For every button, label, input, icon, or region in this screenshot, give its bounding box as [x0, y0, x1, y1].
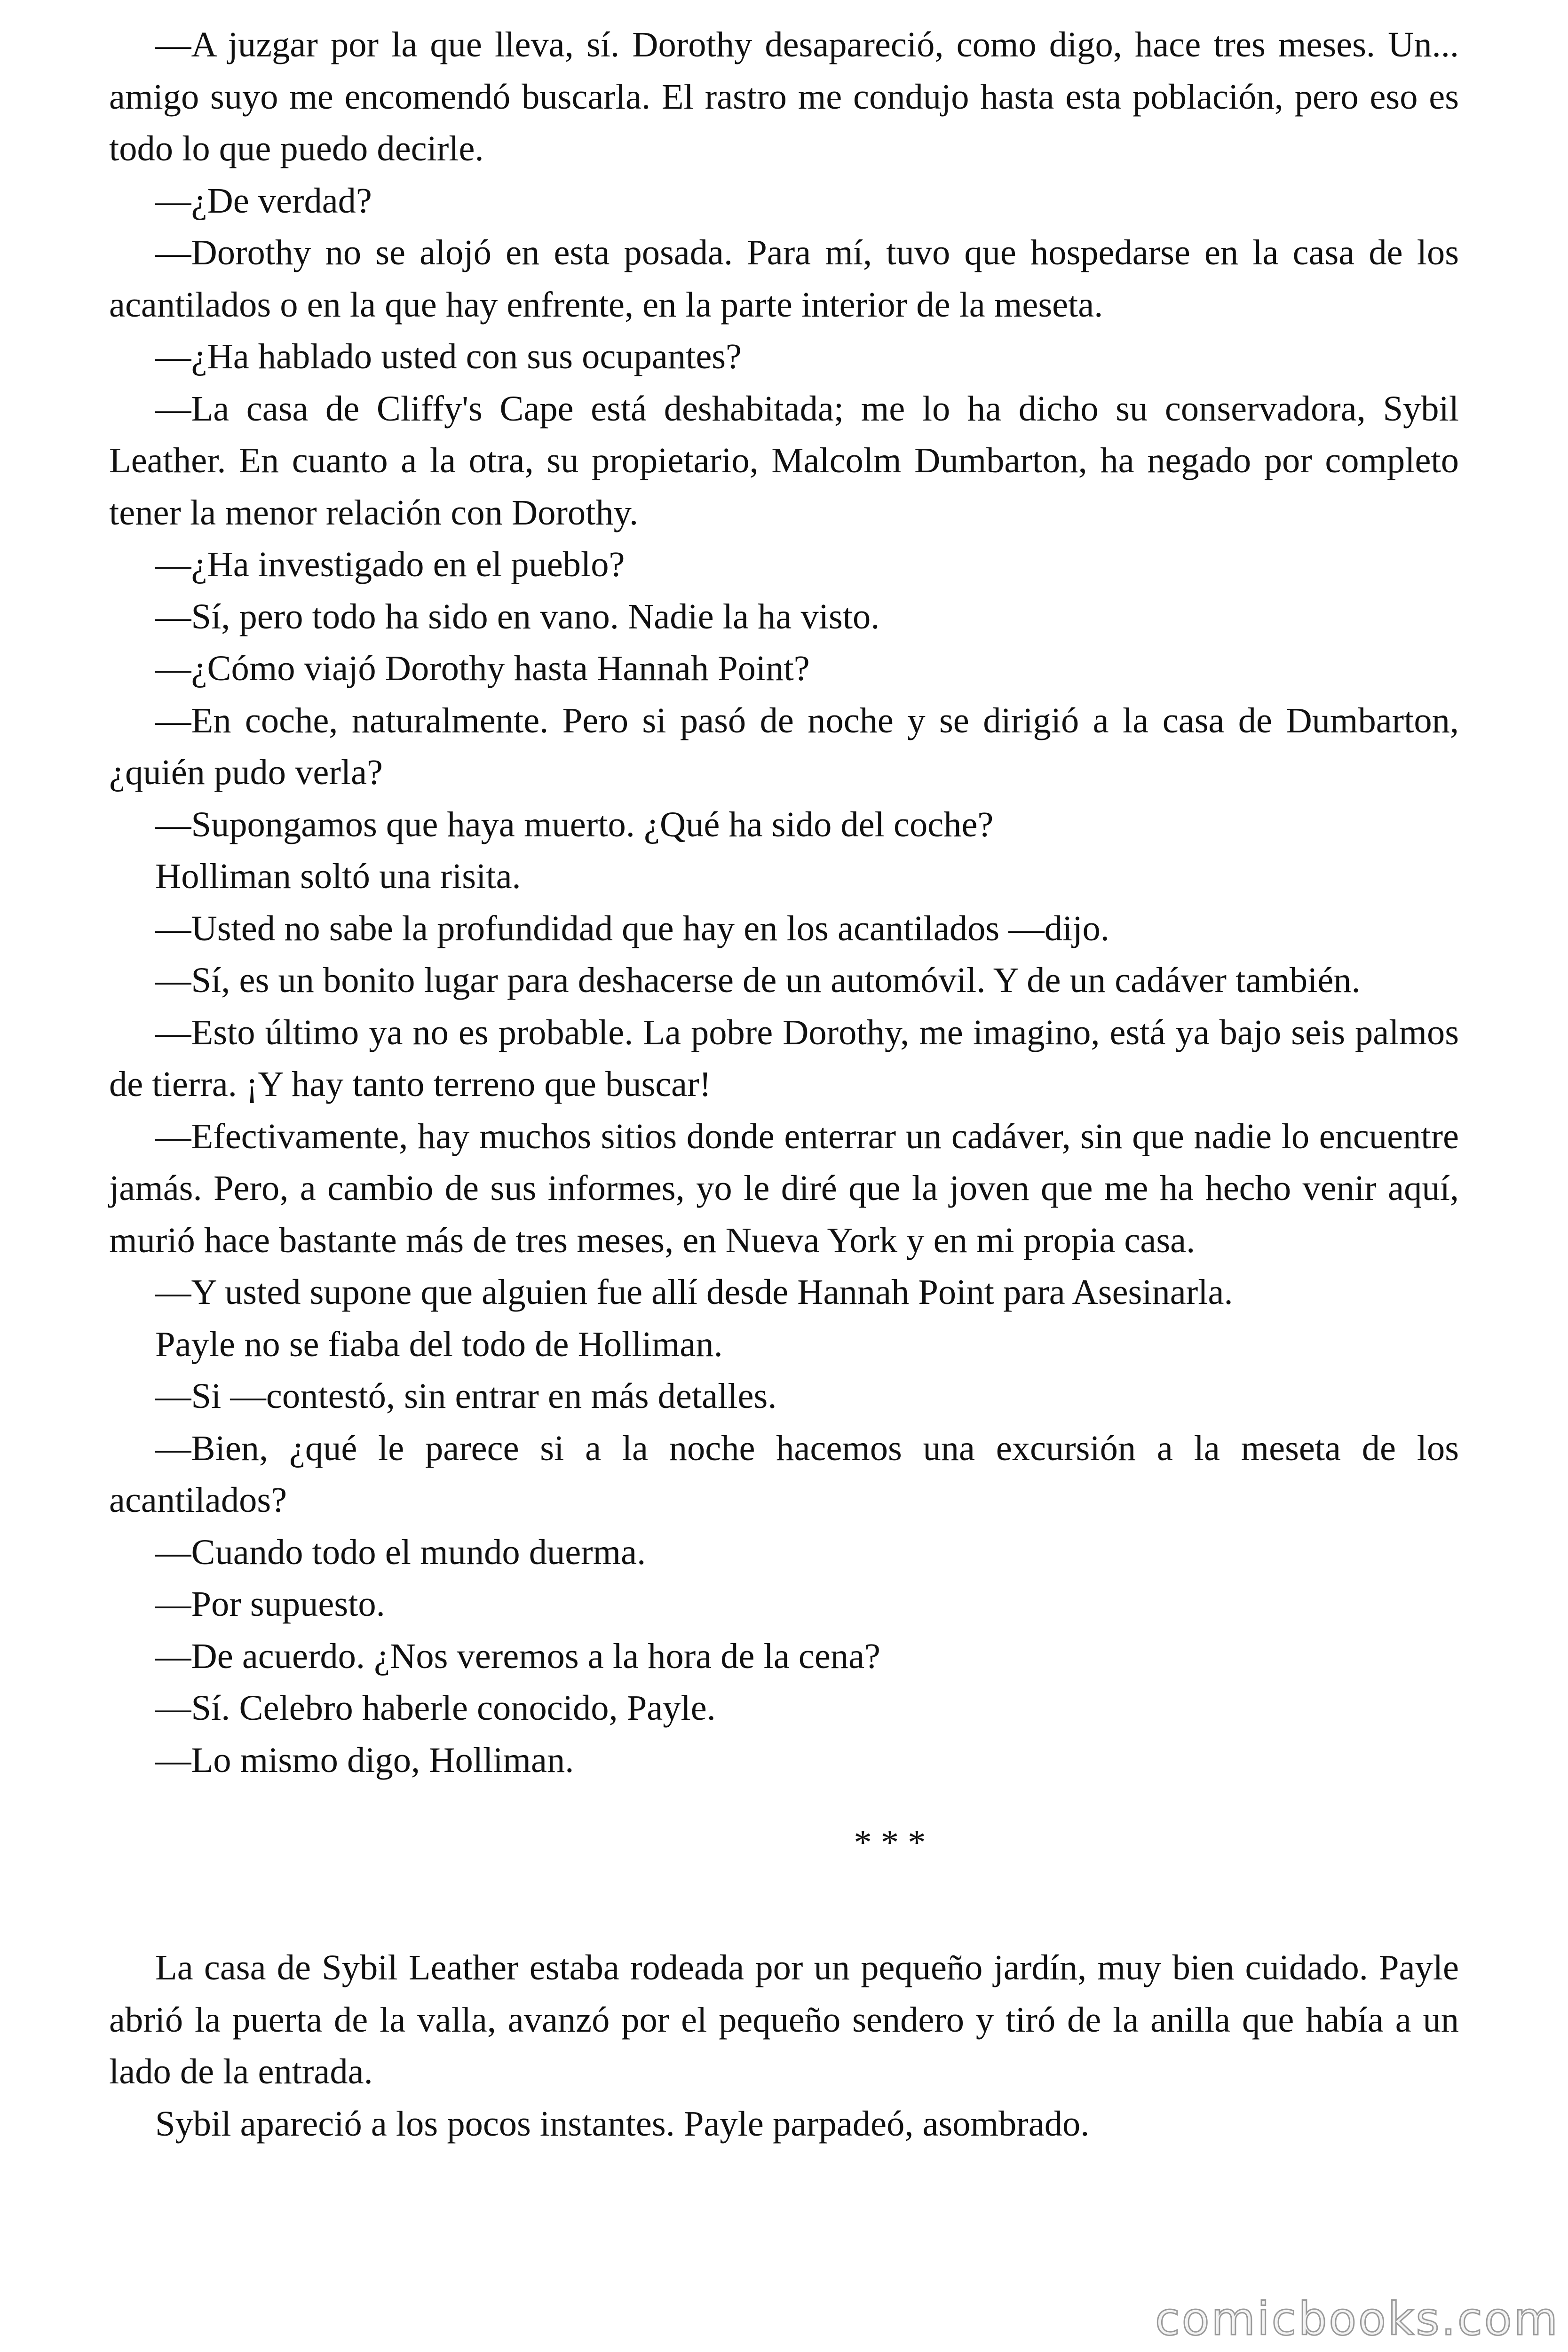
paragraph: —Si —contestó, sin entrar en más detalles. [155, 1376, 777, 1416]
paragraph: —La casa de Cliffy's Cape está deshabitada; me lo ha dicho su conservadora, Sybil Leather. En cuanto a la otra, su propietario, Malcolm Dumbarton, ha negado por completo tener la menor relación con Dorothy. [109, 388, 1459, 532]
paragraph: —Cuando todo el mundo duerma. [155, 1532, 646, 1572]
paragraph: —Efectivamente, hay muchos sitios donde enterrar un cadáver, sin que nadie lo encuentre jamás. Pero, a cambio de sus informes, yo le diré que la joven que me ha hecho venir aquí, murió hace bastante más de tres meses, en Nueva York y en mi propia casa. [109, 1116, 1459, 1260]
paragraph: —¿De verdad? [155, 180, 372, 221]
paragraph: Holliman soltó una risita. [155, 856, 521, 896]
paragraph: —Supongamos que haya muerto. ¿Qué ha sido del coche? [155, 804, 994, 844]
paragraph: —Bien, ¿qué le parece si a la noche hacemos una excursión a la meseta de los acantilados? [109, 1428, 1459, 1520]
section-break: * * * [854, 1822, 926, 1862]
paragraph: —En coche, naturalmente. Pero si pasó de noche y se dirigió a la casa de Dumbarton, ¿quién pudo verla? [109, 700, 1459, 792]
text-block-before-break [109, 19, 1459, 1786]
paragraph: —Y usted supone que alguien fue allí desde Hannah Point para Asesinarla. [155, 1272, 1233, 1312]
paragraph: —Sí, pero todo ha sido en vano. Nadie la ha visto. [155, 596, 880, 636]
paragraph: —De acuerdo. ¿Nos veremos a la hora de la cena? [155, 1636, 880, 1676]
paragraph: —¿Cómo viajó Dorothy hasta Hannah Point? [155, 648, 810, 688]
paragraph: —Usted no sabe la profundidad que hay en los acantilados —dijo. [155, 908, 1109, 948]
paragraph: —¿Ha investigado en el pueblo? [155, 544, 625, 584]
paragraph: Payle no se fiaba del todo de Holliman. [155, 1324, 723, 1364]
text-block-after-break [109, 1942, 1459, 2150]
paragraph: —Sí, es un bonito lugar para deshacerse de un automóvil. Y de un cadáver también. [155, 960, 1361, 1000]
paragraph: —Dorothy no se alojó en esta posada. Para mí, tuvo que hospedarse en la casa de los acantilados o en la que hay enfrente, en la parte interior de la meseta. [109, 232, 1459, 325]
paragraph: —Lo mismo digo, Holliman. [155, 1740, 574, 1780]
paragraph: —¿Ha hablado usted con sus ocupantes? [155, 336, 742, 376]
paragraph: —Esto último ya no es probable. La pobre Dorothy, me imagino, está ya bajo seis palmos de tierra. ¡Y hay tanto terreno que buscar! [109, 1012, 1459, 1104]
paragraph: La casa de Sybil Leather estaba rodeada por un pequeño jardín, muy bien cuidado. Payle abrió la puerta de la valla, avanzó por el pequeño sendero y tiró de la anilla que había a un lado de la entrada. [109, 1947, 1459, 2091]
page-body [109, 19, 1459, 2150]
paragraph: —A juzgar por la que lleva, sí. Dorothy desapareció, como digo, hace tres meses. Un... amigo suyo me encomendó buscarla. El rastro me condujo hasta esta población, pero eso es todo lo que puedo decirle. [109, 24, 1459, 168]
paragraph: —Sí. Celebro haberle conocido, Payle. [155, 1688, 716, 1728]
paragraph: —Por supuesto. [155, 1584, 385, 1624]
paragraph: Sybil apareció a los pocos instantes. Payle parpadeó, asombrado. [155, 2103, 1090, 2144]
watermark-logo: comicbooks.com [1155, 2293, 1560, 2345]
